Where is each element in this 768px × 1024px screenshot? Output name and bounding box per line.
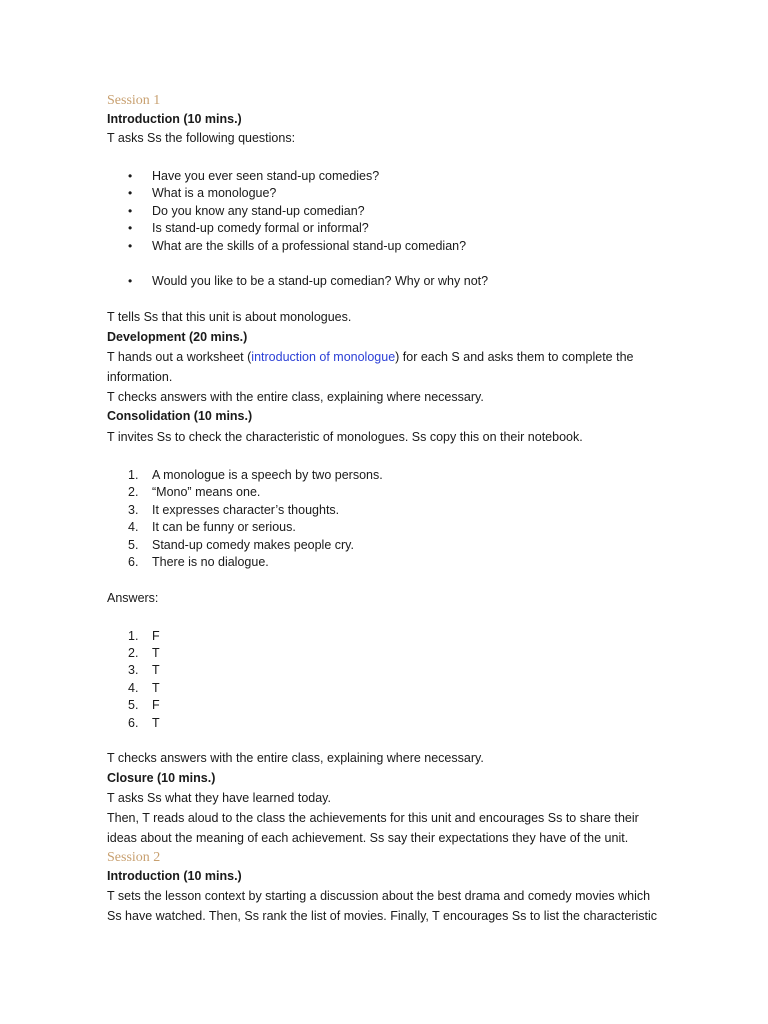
- development-text: [107, 348, 633, 366]
- list-number: 2.: [128, 485, 139, 499]
- answers-label: Answers:: [107, 591, 159, 605]
- list-item: There is no dialogue.: [152, 555, 269, 569]
- list-item: T: [152, 716, 160, 730]
- list-number: 4.: [128, 681, 139, 695]
- session-2-text: T sets the lesson context by starting a discussion about the best drama and comedy movies which: [107, 889, 651, 903]
- bullet-icon: •: [128, 221, 133, 235]
- list-item: T: [152, 646, 160, 660]
- list-number: 5.: [128, 698, 139, 712]
- intro-heading: Introduction (10 mins.): [107, 112, 242, 126]
- bullet-icon: •: [128, 204, 133, 218]
- list-number: 4.: [128, 520, 139, 534]
- bullet-icon: •: [128, 186, 133, 200]
- list-item: Would you like to be a stand-up comedian? Why or why not?: [152, 274, 489, 288]
- development-check: T checks answers with the entire class, explaining where necessary.: [107, 390, 484, 404]
- list-number: 6.: [128, 555, 139, 569]
- dev-text-part: T hands out a worksheet (: [107, 350, 252, 364]
- closure-text: ideas about the meaning of each achievement. Ss say their expectations they have of the unit.: [107, 831, 629, 845]
- list-number: 2.: [128, 646, 139, 660]
- bullet-icon: •: [128, 169, 133, 183]
- session-1-heading: Session 1: [107, 93, 161, 108]
- intro-text: T asks Ss the following questions:: [107, 131, 296, 145]
- list-item: It can be funny or serious.: [152, 520, 296, 534]
- list-number: 3.: [128, 663, 139, 677]
- development-text-line2: information.: [107, 370, 173, 384]
- closure-text: T asks Ss what they have learned today.: [107, 791, 331, 805]
- list-item: Do you know any stand-up comedian?: [152, 204, 365, 218]
- list-item: Have you ever seen stand-up comedies?: [152, 169, 380, 183]
- list-item: F: [152, 629, 160, 643]
- list-item: Is stand-up comedy formal or informal?: [152, 221, 369, 235]
- list-item: A monologue is a speech by two persons.: [152, 468, 383, 482]
- worksheet-link[interactable]: introduction of monologue: [251, 350, 396, 364]
- closure-text: Then, T reads aloud to the class the achievements for this unit and encourages Ss to share their: [107, 811, 639, 825]
- list-item: Stand-up comedy makes people cry.: [152, 538, 354, 552]
- list-number: 1.: [128, 629, 139, 643]
- list-item: T: [152, 681, 160, 695]
- list-item: What is a monologue?: [152, 186, 277, 200]
- answers-check: T checks answers with the entire class, explaining where necessary.: [107, 751, 484, 765]
- bullet-icon: •: [128, 239, 133, 253]
- list-item: What are the skills of a professional stand-up comedian?: [152, 239, 467, 253]
- dev-text-part: ) for each S and asks them to complete the: [395, 350, 634, 364]
- development-heading: Development (20 mins.): [107, 330, 248, 344]
- list-number: 5.: [128, 538, 139, 552]
- consolidation-text: T invites Ss to check the characteristic of monologues. Ss copy this on their notebook.: [107, 430, 583, 444]
- list-item: T: [152, 663, 160, 677]
- list-item: “Mono” means one.: [152, 485, 261, 499]
- consolidation-heading: Consolidation (10 mins.): [107, 409, 253, 423]
- list-item: It expresses character’s thoughts.: [152, 503, 340, 517]
- list-number: 3.: [128, 503, 139, 517]
- list-number: 6.: [128, 716, 139, 730]
- intro-heading: Introduction (10 mins.): [107, 869, 242, 883]
- list-item: F: [152, 698, 160, 712]
- list-number: 1.: [128, 468, 139, 482]
- session-2-heading: Session 2: [107, 850, 161, 865]
- bullet-icon: •: [128, 274, 133, 288]
- session-2-text: Ss have watched. Then, Ss rank the list of movies. Finally, T encourages Ss to list the characteristic: [107, 909, 658, 923]
- unit-text: T tells Ss that this unit is about monologues.: [107, 310, 352, 324]
- closure-heading: Closure (10 mins.): [107, 771, 216, 785]
